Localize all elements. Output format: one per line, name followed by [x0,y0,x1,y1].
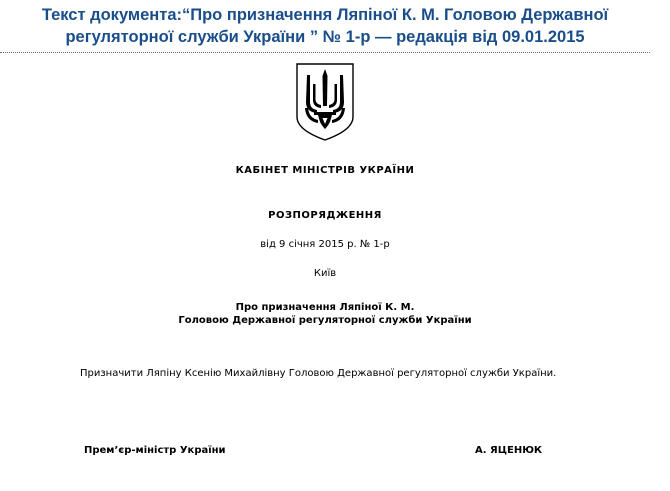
signatory-position: Прем’єр-міністр України [84,445,226,456]
document-heading [0,0,650,48]
document-heading-line1: Текст документа:“Про призначення Ляпіної К. М. Головою Державної [41,6,609,24]
document-date-number: від 9 січня 2015 р. № 1-р [260,239,390,250]
document-title-line2: Головою Державної регуляторної служби України [178,315,472,326]
signatory-name: А. ЯЦЕНЮК [475,445,543,456]
issuer-label: КАБІНЕТ МІНІСТРІВ УКРАЇНИ [235,165,415,176]
trident-emblem-icon [294,62,356,142]
document-title-line1: Про призначення Ляпіної К. М. [235,302,415,313]
document-body [40,367,608,380]
header-divider [0,52,650,53]
document-type: РОЗПОРЯДЖЕННЯ [268,210,382,221]
document-city: Київ [313,268,337,279]
document-body-text: Призначити Ляпіну Ксенію Михайлівну Головою Державної регуляторної служби України. [80,368,557,379]
document-heading-line2: регуляторної служби України ” № 1-р — редакція від 09.01.2015 [65,28,585,46]
